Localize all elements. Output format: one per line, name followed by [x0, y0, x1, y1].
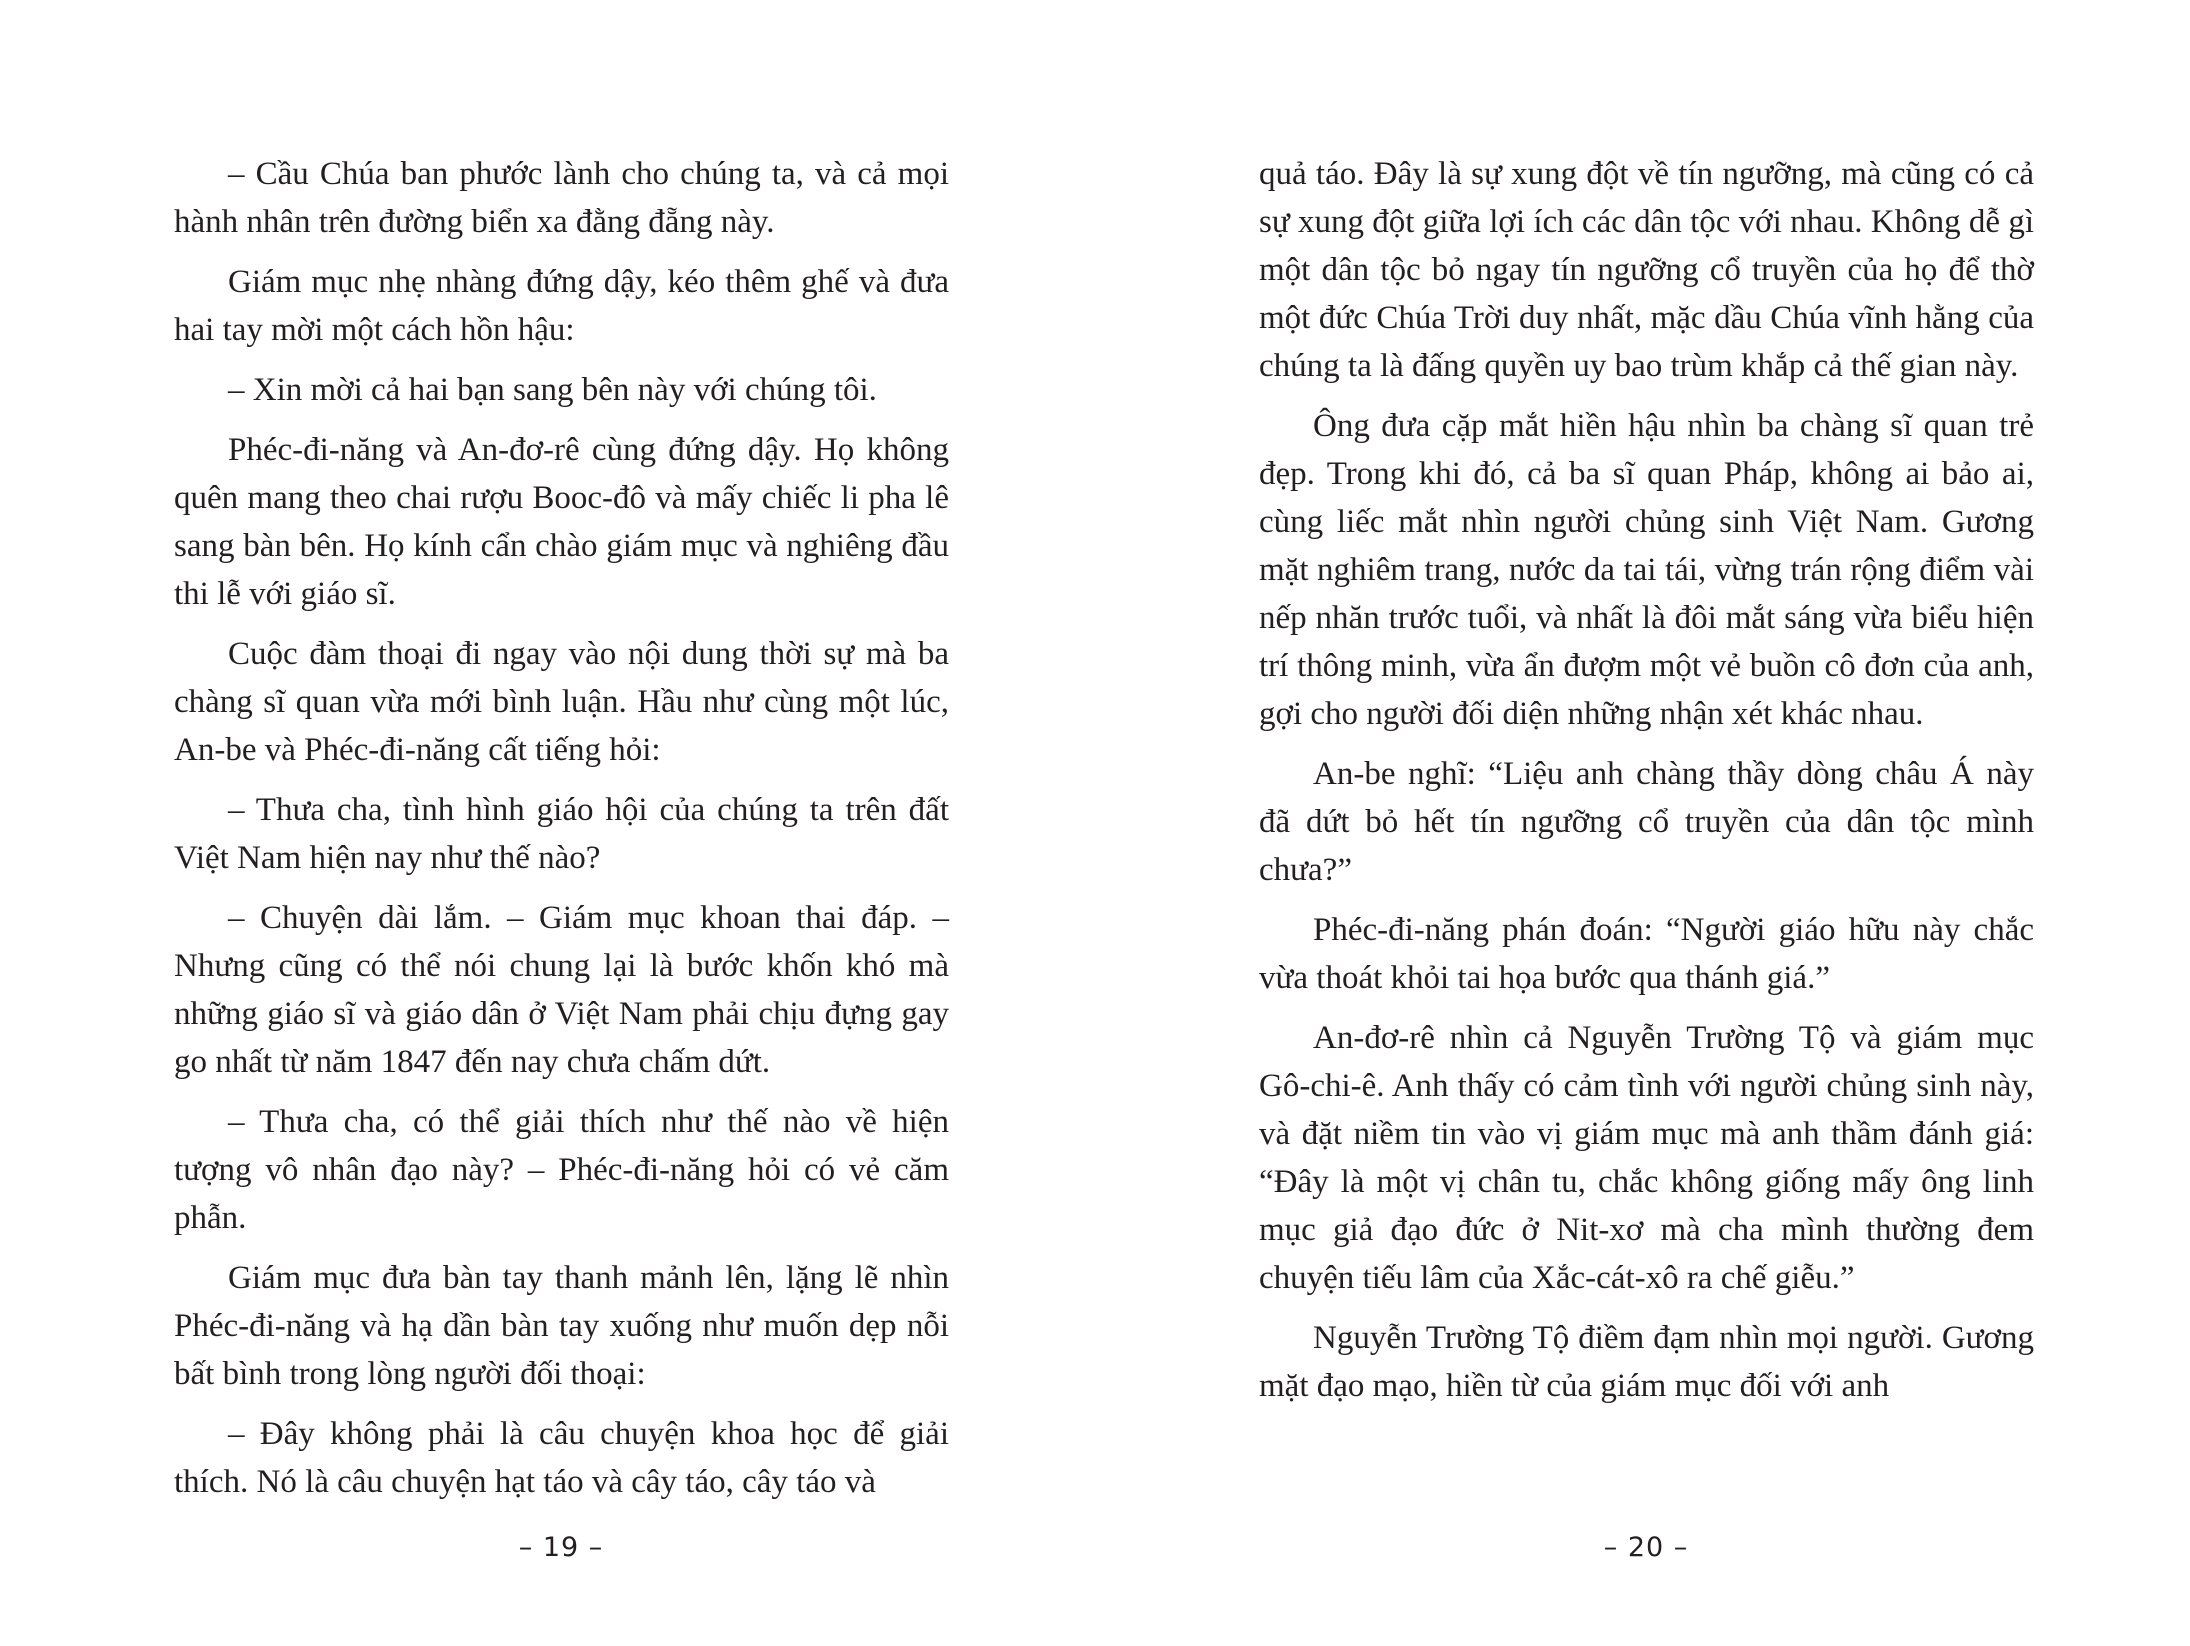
page-number-right: – 20 –	[1603, 1532, 1689, 1563]
right-page	[1259, 150, 2034, 1422]
page-number-left: – 19 –	[518, 1532, 604, 1563]
paragraph: – Thưa cha, tình hình giáo hội của chúng ta trên đất Việt Nam hiện nay như thế nào?	[174, 792, 949, 876]
paragraph: Giám mục nhẹ nhàng đứng dậy, kéo thêm ghế và đưa hai tay mời một cách hồn hậu:	[174, 264, 949, 348]
paragraph: An-be nghĩ: “Liệu anh chàng thầy dòng châu Á này đã dứt bỏ hết tín ngưỡng cổ truyền của dân tộc mình chưa?”	[1259, 756, 2034, 888]
paragraph: – Cầu Chúa ban phước lành cho chúng ta, và cả mọi hành nhân trên đường biển xa đằng đẵng này.	[174, 156, 949, 240]
paragraph: Cuộc đàm thoại đi ngay vào nội dung thời sự mà ba chàng sĩ quan vừa mới bình luận. Hầu như cùng một lúc, An-be và Phéc-đi-năng cất tiếng hỏi:	[174, 636, 949, 768]
left-page	[174, 150, 949, 1518]
paragraph: Phéc-đi-năng phán đoán: “Người giáo hữu này chắc vừa thoát khỏi tai họa bước qua thánh giá.”	[1259, 912, 2034, 996]
paragraph: – Chuyện dài lắm. – Giám mục khoan thai đáp. – Nhưng cũng có thể nói chung lại là bước khốn khó mà những giáo sĩ và giáo dân ở Việt Nam phải chịu đựng gay go nhất từ năm 1847 đến nay chưa chấm dứt.	[174, 900, 949, 1080]
paragraph: – Đây không phải là câu chuyện khoa học để giải thích. Nó là câu chuyện hạt táo và cây táo, cây táo và	[174, 1416, 949, 1500]
paragraph: Phéc-đi-năng và An-đơ-rê cùng đứng dậy. Họ không quên mang theo chai rượu Booc-đô và mấy chiếc li pha lê sang bàn bên. Họ kính cẩn chào giám mục và nghiêng đầu thi lễ với giáo sĩ.	[174, 432, 949, 612]
paragraph: An-đơ-rê nhìn cả Nguyễn Trường Tộ và giám mục Gô-chi-ê. Anh thấy có cảm tình với người chủng sinh này, và đặt niềm tin vào vị giám mục mà anh thầm đánh giá: “Đây là một vị chân tu, chắc không giống mấy ông linh mục giả đạo đức ở Nit-xơ mà cha mình thường đem chuyện tiếu lâm của Xắc-cát-xô ra chế giễu.”	[1259, 1020, 2034, 1296]
paragraph: Nguyễn Trường Tộ điềm đạm nhìn mọi người. Gương mặt đạo mạo, hiền từ của giám mục đối với anh	[1259, 1320, 2034, 1404]
paragraph: – Xin mời cả hai bạn sang bên này với chúng tôi.	[228, 372, 877, 408]
paragraph-continued: quả táo. Đây là sự xung đột về tín ngưỡng, mà cũng có cả sự xung đột giữa lợi ích các dân tộc với nhau. Không dễ gì một dân tộc bỏ ngay tín ngưỡng cổ truyền của họ để thờ một đức Chúa Trời duy nhất, mặc dầu Chúa vĩnh hằng của chúng ta là đấng quyền uy bao trùm khắp cả thế gian này.	[1259, 156, 2034, 384]
paragraph: Ông đưa cặp mắt hiền hậu nhìn ba chàng sĩ quan trẻ đẹp. Trong khi đó, cả ba sĩ quan Pháp, không ai bảo ai, cùng liếc mắt nhìn người chủng sinh Việt Nam. Gương mặt nghiêm trang, nước da tai tái, vừng trán rộng điểm vài nếp nhăn trước tuổi, và nhất là đôi mắt sáng vừa biểu hiện trí thông minh, vừa ẩn đượm một vẻ buồn cô đơn của anh, gợi cho người đối diện những nhận xét khác nhau.	[1259, 408, 2034, 732]
paragraph: Giám mục đưa bàn tay thanh mảnh lên, lặng lẽ nhìn Phéc-đi-năng và hạ dần bàn tay xuống như muốn dẹp nỗi bất bình trong lòng người đối thoại:	[174, 1260, 949, 1392]
paragraph: – Thưa cha, có thể giải thích như thế nào về hiện tượng vô nhân đạo này? – Phéc-đi-năng hỏi có vẻ căm phẫn.	[174, 1104, 949, 1236]
